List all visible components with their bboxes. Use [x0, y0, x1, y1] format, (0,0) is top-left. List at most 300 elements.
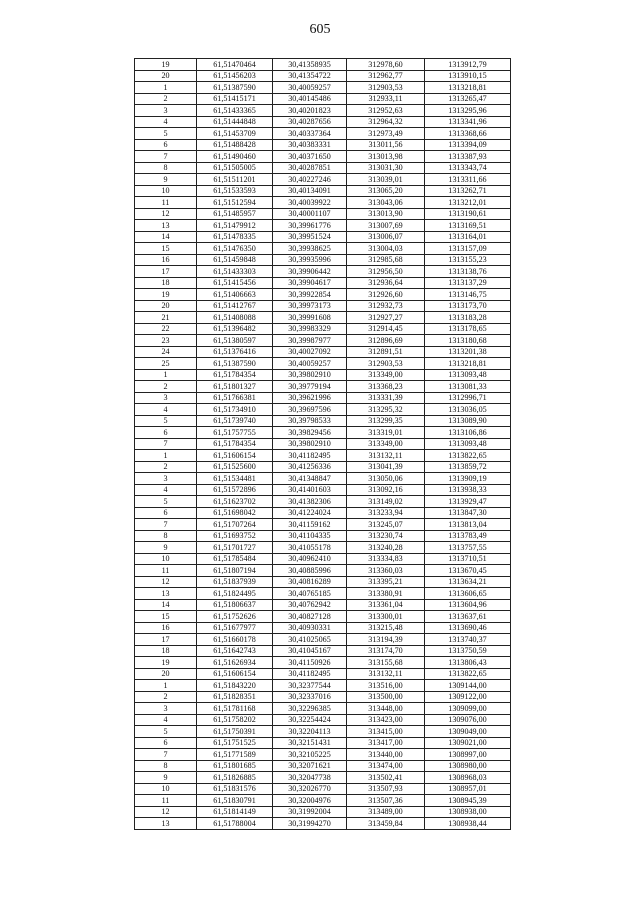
- table-row: [135, 473, 511, 485]
- y-coordinate-cell: 1313137,29: [425, 277, 511, 289]
- x-coordinate-cell: 313299,35: [347, 415, 425, 427]
- table-row: [135, 496, 511, 508]
- point-number-cell: 10: [135, 185, 197, 197]
- y-coordinate-cell: 1313183,28: [425, 312, 511, 324]
- table-row: [135, 818, 511, 830]
- table-row: [135, 254, 511, 266]
- longitude-cell: 30,32204113: [273, 726, 347, 738]
- point-number-cell: 19: [135, 59, 197, 71]
- x-coordinate-cell: 312896,69: [347, 335, 425, 347]
- longitude-cell: 30,32377544: [273, 680, 347, 692]
- table-row: [135, 70, 511, 82]
- table-row: [135, 806, 511, 818]
- point-number-cell: 9: [135, 174, 197, 186]
- x-coordinate-cell: 312891,51: [347, 346, 425, 358]
- longitude-cell: 30,41382306: [273, 496, 347, 508]
- y-coordinate-cell: 1313093,48: [425, 369, 511, 381]
- x-coordinate-cell: 313132,11: [347, 668, 425, 680]
- y-coordinate-cell: 1313173,70: [425, 300, 511, 312]
- y-coordinate-cell: 1308938,44: [425, 818, 511, 830]
- latitude-cell: 61,51505005: [197, 162, 273, 174]
- table-row: [135, 772, 511, 784]
- x-coordinate-cell: 313334,83: [347, 553, 425, 565]
- x-coordinate-cell: 312933,11: [347, 93, 425, 105]
- longitude-cell: 30,40227246: [273, 174, 347, 186]
- latitude-cell: 61,51781168: [197, 703, 273, 715]
- table-row: [135, 358, 511, 370]
- point-number-cell: 15: [135, 611, 197, 623]
- longitude-cell: 30,40001107: [273, 208, 347, 220]
- longitude-cell: 30,41150926: [273, 657, 347, 669]
- table-row: [135, 415, 511, 427]
- latitude-cell: 61,51376416: [197, 346, 273, 358]
- longitude-cell: 30,39935996: [273, 254, 347, 266]
- latitude-cell: 61,51406663: [197, 289, 273, 301]
- point-number-cell: 6: [135, 427, 197, 439]
- coordinates-table-body: [135, 59, 511, 830]
- table-row: [135, 760, 511, 772]
- y-coordinate-cell: 1313740,37: [425, 634, 511, 646]
- point-number-cell: 8: [135, 530, 197, 542]
- longitude-cell: 30,39829456: [273, 427, 347, 439]
- y-coordinate-cell: 1313606,65: [425, 588, 511, 600]
- latitude-cell: 61,51693752: [197, 530, 273, 542]
- table-row: [135, 82, 511, 94]
- y-coordinate-cell: 1308945,39: [425, 795, 511, 807]
- x-coordinate-cell: 313417,00: [347, 737, 425, 749]
- y-coordinate-cell: 1308980,00: [425, 760, 511, 772]
- x-coordinate-cell: 313331,39: [347, 392, 425, 404]
- longitude-cell: 30,39987977: [273, 335, 347, 347]
- table-row: [135, 289, 511, 301]
- x-coordinate-cell: 312914,45: [347, 323, 425, 335]
- point-number-cell: 10: [135, 783, 197, 795]
- y-coordinate-cell: 1313637,61: [425, 611, 511, 623]
- x-coordinate-cell: 313415,00: [347, 726, 425, 738]
- point-number-cell: 2: [135, 93, 197, 105]
- table-row: [135, 208, 511, 220]
- point-number-cell: 12: [135, 806, 197, 818]
- table-row: [135, 185, 511, 197]
- table-row: [135, 783, 511, 795]
- table-row: [135, 657, 511, 669]
- latitude-cell: 61,51626934: [197, 657, 273, 669]
- y-coordinate-cell: 1313190,61: [425, 208, 511, 220]
- point-number-cell: 13: [135, 220, 197, 232]
- point-number-cell: 1: [135, 82, 197, 94]
- x-coordinate-cell: 313065,20: [347, 185, 425, 197]
- x-coordinate-cell: 312903,53: [347, 358, 425, 370]
- longitude-cell: 30,39904617: [273, 277, 347, 289]
- table-row: [135, 392, 511, 404]
- latitude-cell: 61,51801327: [197, 381, 273, 393]
- x-coordinate-cell: 313368,23: [347, 381, 425, 393]
- table-row: [135, 530, 511, 542]
- latitude-cell: 61,51470464: [197, 59, 273, 71]
- y-coordinate-cell: 1313938,33: [425, 484, 511, 496]
- longitude-cell: 30,41224024: [273, 507, 347, 519]
- longitude-cell: 30,40039922: [273, 197, 347, 209]
- y-coordinate-cell: 1313757,55: [425, 542, 511, 554]
- point-number-cell: 3: [135, 105, 197, 117]
- x-coordinate-cell: 312962,77: [347, 70, 425, 82]
- longitude-cell: 30,32337016: [273, 691, 347, 703]
- latitude-cell: 61,51459848: [197, 254, 273, 266]
- latitude-cell: 61,51830791: [197, 795, 273, 807]
- longitude-cell: 30,39991608: [273, 312, 347, 324]
- point-number-cell: 25: [135, 358, 197, 370]
- x-coordinate-cell: 312927,27: [347, 312, 425, 324]
- longitude-cell: 30,40827128: [273, 611, 347, 623]
- latitude-cell: 61,51734910: [197, 404, 273, 416]
- latitude-cell: 61,51479912: [197, 220, 273, 232]
- table-row: [135, 450, 511, 462]
- latitude-cell: 61,51784354: [197, 369, 273, 381]
- y-coordinate-cell: 1313265,47: [425, 93, 511, 105]
- latitude-cell: 61,51788004: [197, 818, 273, 830]
- table-row: [135, 749, 511, 761]
- point-number-cell: 6: [135, 139, 197, 151]
- table-row: [135, 93, 511, 105]
- y-coordinate-cell: 1313822,65: [425, 450, 511, 462]
- table-row: [135, 323, 511, 335]
- y-coordinate-cell: 1308938,00: [425, 806, 511, 818]
- latitude-cell: 61,51572896: [197, 484, 273, 496]
- y-coordinate-cell: 1309076,00: [425, 714, 511, 726]
- longitude-cell: 30,32254424: [273, 714, 347, 726]
- latitude-cell: 61,51456203: [197, 70, 273, 82]
- table-row: [135, 335, 511, 347]
- y-coordinate-cell: 1309099,00: [425, 703, 511, 715]
- point-number-cell: 3: [135, 703, 197, 715]
- longitude-cell: 30,39798533: [273, 415, 347, 427]
- x-coordinate-cell: 313516,00: [347, 680, 425, 692]
- longitude-cell: 30,40059257: [273, 82, 347, 94]
- table-row: [135, 507, 511, 519]
- latitude-cell: 61,51408088: [197, 312, 273, 324]
- latitude-cell: 61,51415171: [197, 93, 273, 105]
- y-coordinate-cell: 1313089,90: [425, 415, 511, 427]
- y-coordinate-cell: 1313036,05: [425, 404, 511, 416]
- point-number-cell: 19: [135, 289, 197, 301]
- longitude-cell: 30,40930331: [273, 622, 347, 634]
- longitude-cell: 30,32026770: [273, 783, 347, 795]
- y-coordinate-cell: 1313218,81: [425, 358, 511, 370]
- point-number-cell: 5: [135, 415, 197, 427]
- point-number-cell: 13: [135, 818, 197, 830]
- table-row: [135, 737, 511, 749]
- y-coordinate-cell: 1313710,51: [425, 553, 511, 565]
- x-coordinate-cell: 313349,00: [347, 438, 425, 450]
- point-number-cell: 20: [135, 668, 197, 680]
- point-number-cell: 5: [135, 496, 197, 508]
- x-coordinate-cell: 313349,00: [347, 369, 425, 381]
- point-number-cell: 8: [135, 162, 197, 174]
- longitude-cell: 30,41358935: [273, 59, 347, 71]
- y-coordinate-cell: 1313634,21: [425, 576, 511, 588]
- y-coordinate-cell: 1313394,09: [425, 139, 511, 151]
- y-coordinate-cell: 1313343,74: [425, 162, 511, 174]
- longitude-cell: 30,32296385: [273, 703, 347, 715]
- point-number-cell: 7: [135, 438, 197, 450]
- table-row: [135, 795, 511, 807]
- latitude-cell: 61,51488428: [197, 139, 273, 151]
- x-coordinate-cell: 313300,01: [347, 611, 425, 623]
- latitude-cell: 61,51752626: [197, 611, 273, 623]
- y-coordinate-cell: 1313138,76: [425, 266, 511, 278]
- point-number-cell: 19: [135, 657, 197, 669]
- x-coordinate-cell: 312952,63: [347, 105, 425, 117]
- longitude-cell: 30,39906442: [273, 266, 347, 278]
- table-row: [135, 599, 511, 611]
- point-number-cell: 20: [135, 300, 197, 312]
- latitude-cell: 61,51698042: [197, 507, 273, 519]
- longitude-cell: 30,39961776: [273, 220, 347, 232]
- table-row: [135, 680, 511, 692]
- latitude-cell: 61,51606154: [197, 450, 273, 462]
- latitude-cell: 61,51766381: [197, 392, 273, 404]
- table-row: [135, 151, 511, 163]
- latitude-cell: 61,51784354: [197, 438, 273, 450]
- latitude-cell: 61,51660178: [197, 634, 273, 646]
- latitude-cell: 61,51380597: [197, 335, 273, 347]
- longitude-cell: 30,41182495: [273, 450, 347, 462]
- longitude-cell: 30,40765185: [273, 588, 347, 600]
- point-number-cell: 20: [135, 70, 197, 82]
- table-row: [135, 691, 511, 703]
- point-number-cell: 1: [135, 680, 197, 692]
- longitude-cell: 30,39802910: [273, 438, 347, 450]
- latitude-cell: 61,51606154: [197, 668, 273, 680]
- table-row: [135, 588, 511, 600]
- point-number-cell: 16: [135, 254, 197, 266]
- y-coordinate-cell: 1312996,71: [425, 392, 511, 404]
- latitude-cell: 61,51828351: [197, 691, 273, 703]
- latitude-cell: 61,51525600: [197, 461, 273, 473]
- latitude-cell: 61,51478335: [197, 231, 273, 243]
- x-coordinate-cell: 313013,90: [347, 208, 425, 220]
- x-coordinate-cell: 313507,36: [347, 795, 425, 807]
- y-coordinate-cell: 1313311,66: [425, 174, 511, 186]
- latitude-cell: 61,51476350: [197, 243, 273, 255]
- point-number-cell: 4: [135, 714, 197, 726]
- table-row: [135, 645, 511, 657]
- table-row: [135, 266, 511, 278]
- longitude-cell: 30,40962410: [273, 553, 347, 565]
- longitude-cell: 30,40287656: [273, 116, 347, 128]
- longitude-cell: 30,39922854: [273, 289, 347, 301]
- point-number-cell: 11: [135, 795, 197, 807]
- x-coordinate-cell: 313132,11: [347, 450, 425, 462]
- table-row: [135, 277, 511, 289]
- longitude-cell: 30,32047738: [273, 772, 347, 784]
- x-coordinate-cell: 312903,53: [347, 82, 425, 94]
- point-number-cell: 10: [135, 553, 197, 565]
- y-coordinate-cell: 1313155,23: [425, 254, 511, 266]
- longitude-cell: 30,40027092: [273, 346, 347, 358]
- longitude-cell: 30,40762942: [273, 599, 347, 611]
- y-coordinate-cell: 1313909,19: [425, 473, 511, 485]
- latitude-cell: 61,51831576: [197, 783, 273, 795]
- y-coordinate-cell: 1309144,00: [425, 680, 511, 692]
- table-row: [135, 668, 511, 680]
- latitude-cell: 61,51826885: [197, 772, 273, 784]
- x-coordinate-cell: 313230,74: [347, 530, 425, 542]
- x-coordinate-cell: 313092,16: [347, 484, 425, 496]
- page-number: 605: [309, 22, 331, 37]
- y-coordinate-cell: 1309122,00: [425, 691, 511, 703]
- table-row: [135, 174, 511, 186]
- latitude-cell: 61,51757755: [197, 427, 273, 439]
- latitude-cell: 61,51387590: [197, 358, 273, 370]
- latitude-cell: 61,51807194: [197, 565, 273, 577]
- longitude-cell: 30,39779194: [273, 381, 347, 393]
- latitude-cell: 61,51433303: [197, 266, 273, 278]
- longitude-cell: 30,39697596: [273, 404, 347, 416]
- table-row: [135, 438, 511, 450]
- longitude-cell: 30,39973173: [273, 300, 347, 312]
- point-number-cell: 2: [135, 461, 197, 473]
- x-coordinate-cell: 313155,68: [347, 657, 425, 669]
- y-coordinate-cell: 1313262,71: [425, 185, 511, 197]
- table-row: [135, 220, 511, 232]
- longitude-cell: 30,40885996: [273, 565, 347, 577]
- point-number-cell: 12: [135, 576, 197, 588]
- longitude-cell: 30,41025065: [273, 634, 347, 646]
- y-coordinate-cell: 1313910,15: [425, 70, 511, 82]
- x-coordinate-cell: 313031,30: [347, 162, 425, 174]
- y-coordinate-cell: 1313783,49: [425, 530, 511, 542]
- point-number-cell: 14: [135, 231, 197, 243]
- table-row: [135, 197, 511, 209]
- longitude-cell: 30,31992004: [273, 806, 347, 818]
- x-coordinate-cell: 313215,48: [347, 622, 425, 634]
- latitude-cell: 61,51751525: [197, 737, 273, 749]
- latitude-cell: 61,51511201: [197, 174, 273, 186]
- longitude-cell: 30,41055178: [273, 542, 347, 554]
- point-number-cell: 8: [135, 760, 197, 772]
- point-number-cell: 7: [135, 519, 197, 531]
- y-coordinate-cell: 1313295,96: [425, 105, 511, 117]
- longitude-cell: 30,32004976: [273, 795, 347, 807]
- y-coordinate-cell: 1313368,66: [425, 128, 511, 140]
- y-coordinate-cell: 1308997,00: [425, 749, 511, 761]
- point-number-cell: 12: [135, 208, 197, 220]
- longitude-cell: 30,40201823: [273, 105, 347, 117]
- point-number-cell: 3: [135, 473, 197, 485]
- x-coordinate-cell: 313500,00: [347, 691, 425, 703]
- table-row: [135, 105, 511, 117]
- latitude-cell: 61,51701727: [197, 542, 273, 554]
- point-number-cell: 4: [135, 116, 197, 128]
- y-coordinate-cell: 1313218,81: [425, 82, 511, 94]
- table-row: [135, 231, 511, 243]
- longitude-cell: 30,32151431: [273, 737, 347, 749]
- latitude-cell: 61,51758202: [197, 714, 273, 726]
- x-coordinate-cell: 313174,70: [347, 645, 425, 657]
- point-number-cell: 15: [135, 243, 197, 255]
- x-coordinate-cell: 313245,07: [347, 519, 425, 531]
- y-coordinate-cell: 1313813,04: [425, 519, 511, 531]
- y-coordinate-cell: 1313822,65: [425, 668, 511, 680]
- point-number-cell: 21: [135, 312, 197, 324]
- latitude-cell: 61,51677977: [197, 622, 273, 634]
- latitude-cell: 61,51801685: [197, 760, 273, 772]
- longitude-cell: 30,39983329: [273, 323, 347, 335]
- latitude-cell: 61,51623702: [197, 496, 273, 508]
- point-number-cell: 4: [135, 484, 197, 496]
- latitude-cell: 61,51739740: [197, 415, 273, 427]
- longitude-cell: 30,40145486: [273, 93, 347, 105]
- y-coordinate-cell: 1313670,45: [425, 565, 511, 577]
- y-coordinate-cell: 1313212,01: [425, 197, 511, 209]
- y-coordinate-cell: 1313169,51: [425, 220, 511, 232]
- x-coordinate-cell: 312956,50: [347, 266, 425, 278]
- point-number-cell: 22: [135, 323, 197, 335]
- y-coordinate-cell: 1313157,09: [425, 243, 511, 255]
- x-coordinate-cell: 313507,93: [347, 783, 425, 795]
- y-coordinate-cell: 1313081,33: [425, 381, 511, 393]
- y-coordinate-cell: 1313201,38: [425, 346, 511, 358]
- x-coordinate-cell: 313459,84: [347, 818, 425, 830]
- x-coordinate-cell: 313489,00: [347, 806, 425, 818]
- y-coordinate-cell: 1313750,59: [425, 645, 511, 657]
- y-coordinate-cell: 1313806,43: [425, 657, 511, 669]
- latitude-cell: 61,51534481: [197, 473, 273, 485]
- point-number-cell: 18: [135, 277, 197, 289]
- table-row: [135, 634, 511, 646]
- longitude-cell: 30,41182495: [273, 668, 347, 680]
- point-number-cell: 9: [135, 772, 197, 784]
- point-number-cell: 7: [135, 151, 197, 163]
- point-number-cell: 4: [135, 404, 197, 416]
- longitude-cell: 30,40337364: [273, 128, 347, 140]
- latitude-cell: 61,51785484: [197, 553, 273, 565]
- point-number-cell: 3: [135, 392, 197, 404]
- x-coordinate-cell: 313395,21: [347, 576, 425, 588]
- x-coordinate-cell: 312985,68: [347, 254, 425, 266]
- point-number-cell: 1: [135, 369, 197, 381]
- longitude-cell: 30,41159162: [273, 519, 347, 531]
- x-coordinate-cell: 313011,56: [347, 139, 425, 151]
- point-number-cell: 13: [135, 588, 197, 600]
- x-coordinate-cell: 313502,41: [347, 772, 425, 784]
- latitude-cell: 61,51412767: [197, 300, 273, 312]
- table-row: [135, 427, 511, 439]
- x-coordinate-cell: 313448,00: [347, 703, 425, 715]
- table-row: [135, 139, 511, 151]
- y-coordinate-cell: 1309021,00: [425, 737, 511, 749]
- y-coordinate-cell: 1313093,48: [425, 438, 511, 450]
- table-row: [135, 128, 511, 140]
- latitude-cell: 61,51806637: [197, 599, 273, 611]
- x-coordinate-cell: 313423,00: [347, 714, 425, 726]
- longitude-cell: 30,40287851: [273, 162, 347, 174]
- point-number-cell: 2: [135, 691, 197, 703]
- latitude-cell: 61,51824495: [197, 588, 273, 600]
- latitude-cell: 61,51415456: [197, 277, 273, 289]
- longitude-cell: 30,39802910: [273, 369, 347, 381]
- x-coordinate-cell: 313474,00: [347, 760, 425, 772]
- table-row: [135, 381, 511, 393]
- y-coordinate-cell: 1313341,96: [425, 116, 511, 128]
- latitude-cell: 61,51750391: [197, 726, 273, 738]
- table-row: [135, 553, 511, 565]
- y-coordinate-cell: 1313859,72: [425, 461, 511, 473]
- longitude-cell: 30,40816289: [273, 576, 347, 588]
- longitude-cell: 30,40134091: [273, 185, 347, 197]
- table-row: [135, 243, 511, 255]
